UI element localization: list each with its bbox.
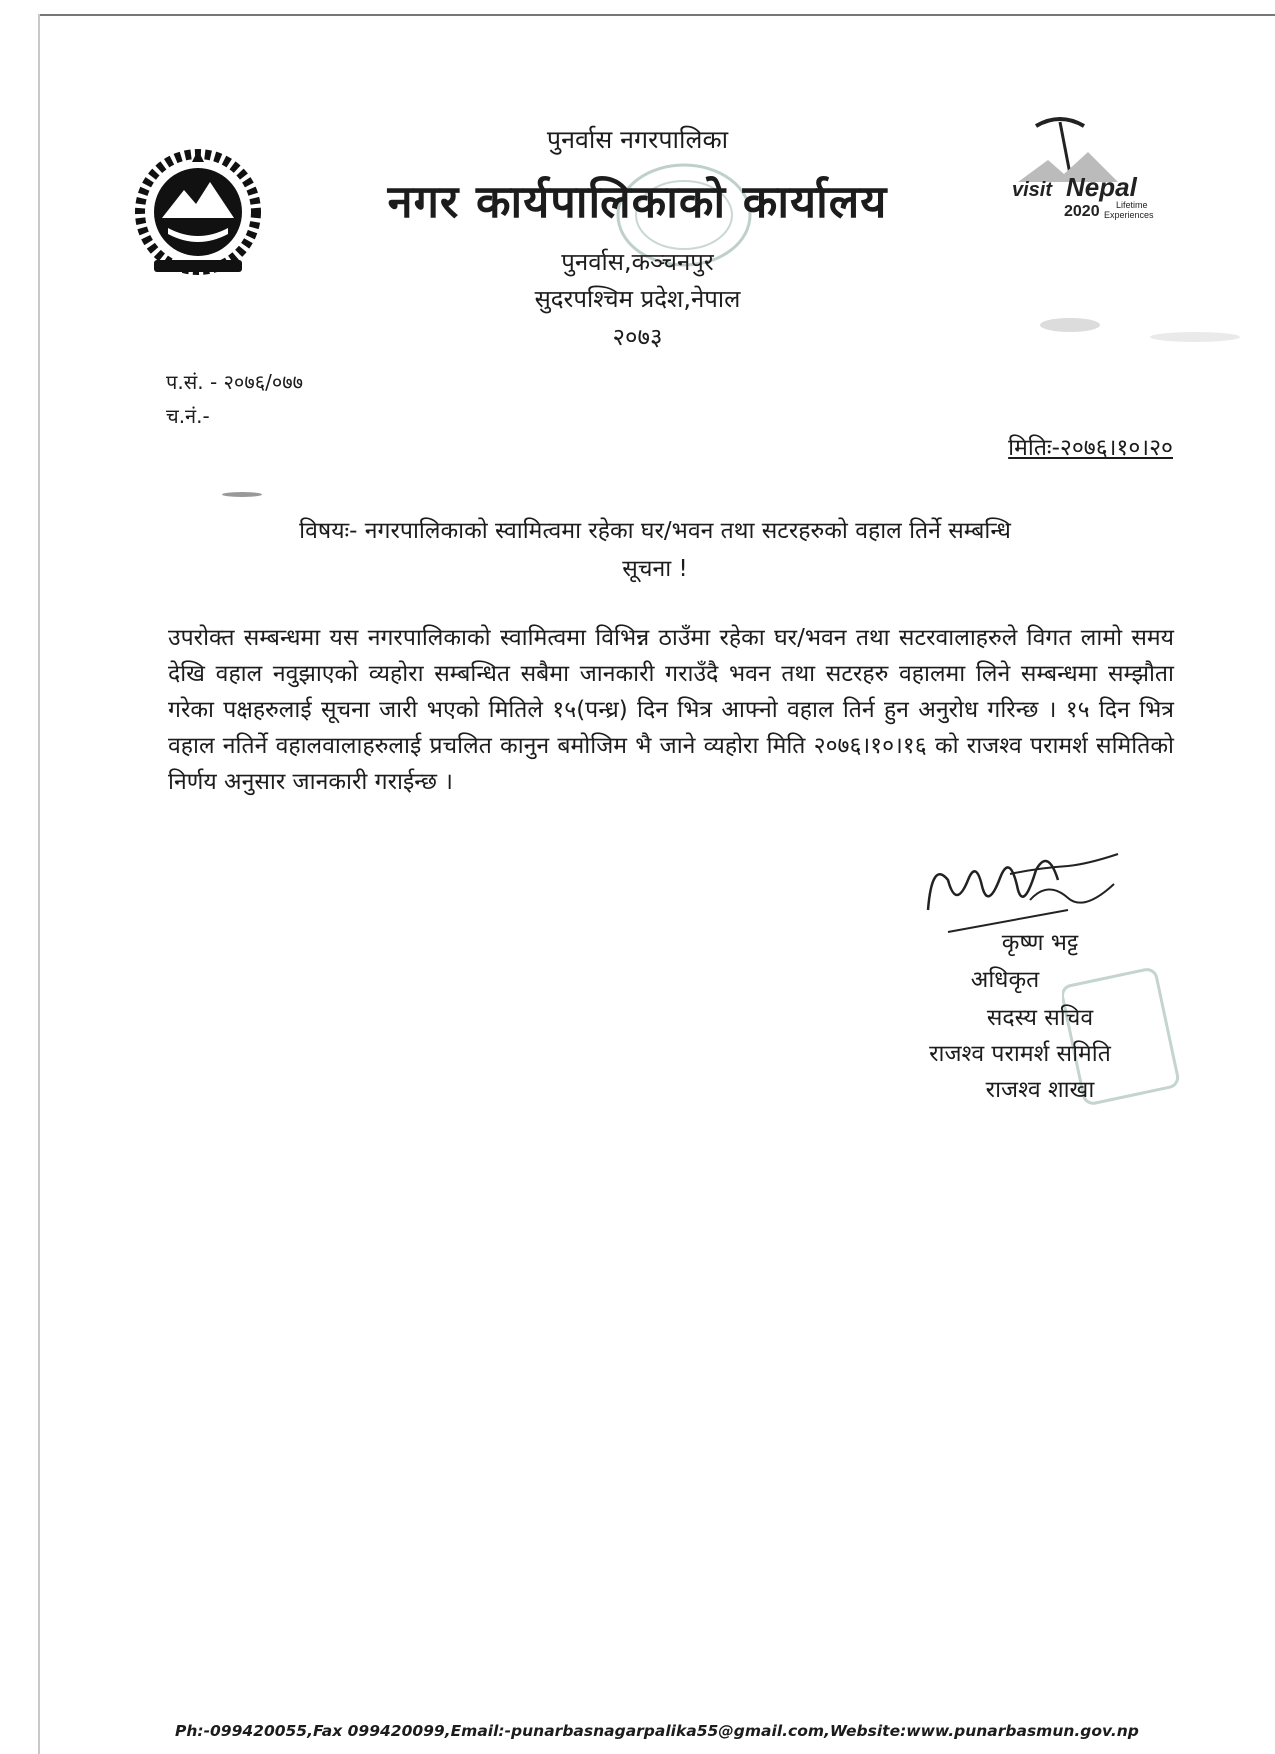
scan-border-top (38, 14, 1275, 16)
subject-line (160, 512, 1150, 588)
svg-text:Experiences: Experiences (1104, 210, 1154, 220)
letter-date: मितिः-२०७६।१०।२० (1008, 435, 1173, 461)
address-line-2: सुदरपश्चिम प्रदेश,नेपाल (534, 285, 741, 313)
handwritten-signature (918, 840, 1138, 938)
contact-footer: Ph:-099420055,Fax 099420099,Email:-punarbasnagarpalika55@gmail.com,Website:www.punarbasmun.gov.np (175, 1722, 1139, 1740)
signatory-title: अधिकृत (970, 967, 1040, 993)
municipality-name: पुनर्वास नगरपालिका (546, 125, 729, 154)
dispatch-number: च.नं.- (166, 404, 210, 428)
signatory-branch: राजश्व शाखा (985, 1077, 1095, 1103)
signatory-name: कृष्ण भट्ट (1001, 930, 1079, 956)
reference-number: प.सं. - २०७६/०७७ (166, 370, 304, 394)
subject-line-2: सूचना ! (622, 556, 688, 582)
signatory-role: सदस्य सचिव (986, 1005, 1094, 1031)
subject-line-1: विषयः- नगरपालिकाको स्वामित्वमा रहेका घर/भवन तथा सटरहरुको वहाल तिर्ने सम्बन्धि (299, 518, 1011, 544)
svg-text:2020: 2020 (1064, 203, 1100, 220)
svg-text:Lifetime: Lifetime (1116, 200, 1148, 210)
signatory-committee: राजश्व परामर्श समिति (929, 1041, 1111, 1067)
established-year: २०७३ (612, 323, 663, 351)
address-line-1: पुनर्वास,कञ्चनपुर (561, 248, 714, 276)
svg-text:Nepal: Nepal (1066, 172, 1137, 202)
notice-body: उपरोक्त सम्बन्धमा यस नगरपालिकाको स्वामित्वमा विभिन्न ठाउँमा रहेका घर/भवन तथा सटरवालाहरुले विगत लामो समय देखि वहाल नवुझाएको व्यहोरा सम्बन्धित सबैमा जानकारी गराउँदै भवन तथा सटरहरु वहालमा लिने सम्बन्धमा सम्झौता गरेका पक्षहरुलाई सूचना जारी भएको मितिले १५(पन्ध्र) दिन भित्र आफ्नो वहाल तिर्न हुन अनुरोध गरिन्छ । १५ दिन भित्र वहाल नतिर्ने वहालवालाहरुलाई प्रचलित कानुन बमोजिम भै जाने व्यहोरा मिति २०७६।१०।१६ को राजश्व परामर्श समितिको निर्णय अनुसार जानकारी गराईन्छ । (168, 625, 1174, 795)
office-title: नगर कार्यपालिकाको कार्यालय (387, 175, 888, 228)
svg-text:visit: visit (1012, 179, 1053, 201)
scan-smudge (222, 492, 262, 497)
scan-smudge (1150, 332, 1240, 342)
scan-smudge (1040, 318, 1100, 332)
